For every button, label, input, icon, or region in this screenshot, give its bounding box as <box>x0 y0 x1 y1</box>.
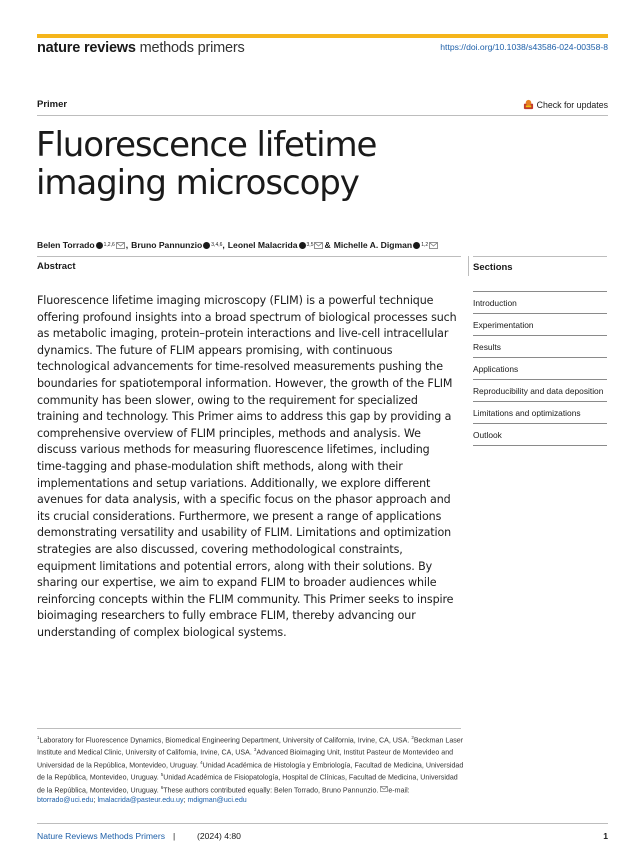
mail-icon[interactable] <box>116 242 125 249</box>
author-list <box>37 240 439 250</box>
mail-icon[interactable] <box>429 242 438 249</box>
footnote-divider <box>37 728 461 729</box>
author-4[interactable] <box>334 240 439 250</box>
page-number: 1 <box>603 831 608 841</box>
article-title <box>36 126 456 202</box>
affiliation-1: Laboratory for Fluorescence Dynamics, Biomedical Engineering Department, University of California, Irvine, CA, USA. <box>39 736 412 745</box>
section-link-introduction[interactable]: Introduction <box>473 291 607 313</box>
affiliation-5: Unidad Académica de Fisiopatología, Hospital de Clínicas, Facultad de Medicina, Universidad de la República, Montevideo, Uruguay. <box>37 773 458 795</box>
title-line-1: Fluorescence lifetime <box>36 125 377 165</box>
check-updates-icon <box>523 99 534 110</box>
author-3[interactable] <box>228 240 334 250</box>
email-link-torrado[interactable]: btorrado@uci.edu <box>37 796 94 805</box>
abstract-body: Fluorescence lifetime imaging microscopy (FLIM) is a powerful technique offering profound insights into a broad spectrum of biological processes such as metabolic imaging, protein–protein interactions and live-cell intracellular dynamics. The future of FLIM appears promising, with continuous technological advancements for time-resolved measurements pushing the boundaries for spatiotemporal information. However, the growth of the FLIM community has been slower, owing to the requirement for specialized training and technology. This Primer aims to address this gap by providing a comprehensive overview of FLIM principles, methods and analysis. We discuss various methods for measuring fluorescence lifetimes, including time-tagging and phase-modulation shift methods, along with their implementations and setup variations. Additionally, we explore different avenues for data analysis, with a specific focus on the phasor approach and its crucial considerations. Furthermore, we present a range of applications demonstrating versatility and usability of FLIM. Limitations and optimization strategies are also discussed, covering methodological constraints, equipment limitations and potential errors, along with their solutions. By sharing our expertise, we aim to expand FLIM to broader audiences while reinforcing concepts within the FLIM community. This Primer seeks to inspire bioimaging researchers to fully embrace FLIM, thereby advancing our understanding of complex biological systems. <box>37 294 457 639</box>
header-accent-bar <box>37 34 608 38</box>
author-2-name: Bruno Pannunzio <box>131 240 203 250</box>
affiliation-marker: 6 <box>160 784 164 790</box>
author-separator: & <box>324 240 331 250</box>
author-3-affiliations: 3,5 <box>306 242 314 248</box>
affiliation-3: Advanced Bioimaging Unit, Institut Pasteur de Montevideo and Universidad de la República, Montevideo, Uruguay. <box>37 748 454 770</box>
email-link-malacrida[interactable]: lmalacrida@pasteur.edu.uy <box>97 796 184 805</box>
abstract-divider <box>37 256 461 257</box>
author-3-name: Leonel Malacrida <box>227 240 298 250</box>
email-link-digman[interactable]: mdigman@uci.edu <box>187 796 247 805</box>
orcid-icon[interactable] <box>96 242 103 249</box>
journal-name-bold: nature reviews <box>37 40 136 56</box>
affiliation-4: Unidad Académica de Histología y Embriología, Facultad de Medicina, Universidad de la República, Montevideo, Uruguay. <box>37 761 464 782</box>
affiliations-footnote: $^1$Laboratory for Fluorescence Dynamics, Biomedical Engineering Department, University of California, Irvine, CA, USA. $^2$Beckman Laser Institute and Medical Clinic, University of California, Irvine, CA, USA. $^3$Advanced Bioimaging Unit, Institut Pasteur de Montevideo and Universidad de la República, Montevideo, Uruguay. $^4$Unidad Académica de Histología y Embriología, Facultad de Medicina, Universidad de la República, Montevideo, Uruguay. $^5$Unidad Académica de Fisiopatología, Hospital de Clínicas, Facultad de Medicina, Universidad de la República, Montevideo, Uruguay. $^6$These authors contributed equally: Belen Torrado, Bruno Pannunzio. e-mail: btorrado@uci.edu; lmalacrida@pasteur.edu.uy; mdigman@uci.edu <box>37 735 464 805</box>
affiliation-marker: 3 <box>253 747 257 753</box>
equal-contribution-note: These authors contributed equally: Belen Torrado, Bruno Pannunzio. <box>163 786 381 795</box>
author-1-affiliations: 1,2,6 <box>103 242 115 248</box>
check-updates-label: Check for updates <box>536 99 608 110</box>
affiliation-2: Beckman Laser Institute and Medical Clinic, University of California, Irvine, CA, USA. <box>37 736 464 757</box>
section-link-limitations[interactable]: Limitations and optimizations <box>473 401 607 423</box>
section-link-applications[interactable]: Applications <box>473 357 607 379</box>
footer-year-volume: (2024) 4:80 <box>197 831 241 841</box>
affiliation-marker: 5 <box>160 772 164 778</box>
section-link-experimentation[interactable]: Experimentation <box>473 313 607 335</box>
abstract-heading: Abstract <box>37 261 76 272</box>
doi-link[interactable]: https://doi.org/10.1038/s43586-024-00358-8 <box>440 42 608 52</box>
orcid-icon[interactable] <box>413 242 420 249</box>
affiliation-marker: 2 <box>411 735 414 740</box>
journal-name-light: methods primers <box>135 40 245 56</box>
check-updates-button[interactable] <box>523 99 608 110</box>
author-separator: , <box>222 240 225 250</box>
section-link-results[interactable]: Results <box>473 335 607 357</box>
journal-logo[interactable] <box>37 40 245 56</box>
author-1-name: Belen Torrado <box>37 240 95 250</box>
email-label: e-mail: <box>388 786 410 795</box>
header-divider <box>37 115 608 116</box>
section-link-outlook[interactable]: Outlook <box>473 423 607 446</box>
orcid-icon[interactable] <box>299 242 306 249</box>
footer-divider <box>37 823 608 824</box>
footer-separator: | <box>173 831 176 841</box>
affiliation-marker: 4 <box>200 759 203 765</box>
title-line-2: imaging microscopy <box>36 163 359 203</box>
article-type-label: Primer <box>37 99 68 110</box>
sections-nav <box>473 291 607 446</box>
sections-heading: Sections <box>473 262 513 273</box>
footer-journal-link[interactable]: Nature Reviews Methods Primers <box>37 831 165 841</box>
author-2-affiliations: 3,4,6 <box>211 242 223 248</box>
author-separator: , <box>125 240 129 250</box>
author-4-name: Michelle A. Digman <box>333 240 413 250</box>
author-2[interactable] <box>131 240 228 250</box>
author-4-affiliations: 1,2 <box>421 242 429 248</box>
sections-vertical-divider <box>468 256 469 276</box>
mail-icon[interactable] <box>314 242 323 249</box>
affiliation-marker: 1 <box>37 735 40 740</box>
section-link-reproducibility[interactable]: Reproducibility and data deposition <box>473 379 607 401</box>
orcid-icon[interactable] <box>203 242 210 249</box>
sections-divider <box>473 256 607 257</box>
author-1[interactable] <box>37 240 131 250</box>
